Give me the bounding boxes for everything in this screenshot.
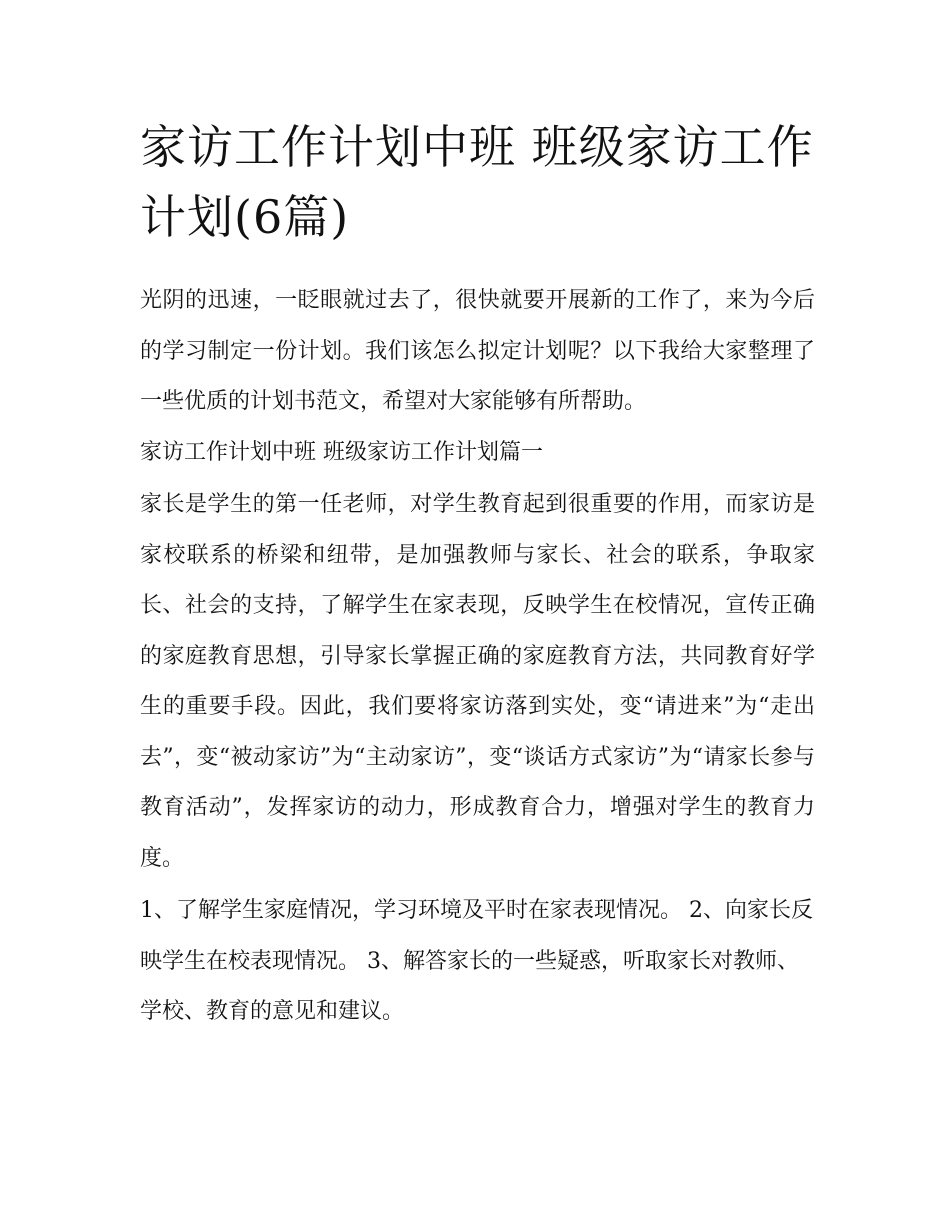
section-heading: 家访工作计划中班 班级家访工作计划篇一	[140, 439, 543, 465]
document-title: 家访工作计划中班 班级家访工作计划(6篇)	[140, 120, 814, 244]
section-body-paragraph: 家长是学生的第一任老师，对学生教育起到很重要的作用，而家访是家校联系的桥梁和纽带，是加强教师与家长、社会的联系，争取家长、社会的支持，了解学生在家表现，反映学生在校情况，宣传正确的家庭教育思想，引导家长掌握正确的家庭教育方法，共同教育好学生的重要手段。因此，我们要将家访落到实处，变“请进来”为“走出去”，变“被动家访”为“主动家访”，变“谈话方式家访”为“请家长参与教育活动”，发挥家访的动力，形成教育合力，增强对学生的教育力度。	[140, 492, 815, 871]
intro-paragraph: 光阴的迅速，一眨眼就过去了，很快就要开展新的工作了，来为今后的学习制定一份计划。我们该怎么拟定计划呢？以下我给大家整理了一些优质的计划书范文，希望对大家能够有所帮助。	[140, 288, 815, 414]
document-page	[140, 112, 815, 1038]
list-item: 1、了解学生家庭情况，学习环境及平时在家表现情况。	[140, 898, 682, 923]
list-item: 2、向家长反映学生在校表现情况。	[140, 898, 813, 974]
list-item: 3、解答家长的一些疑惑，听取家长对教师、学校、教育的意见和建议。	[140, 948, 800, 1024]
goals-list	[140, 886, 815, 1038]
